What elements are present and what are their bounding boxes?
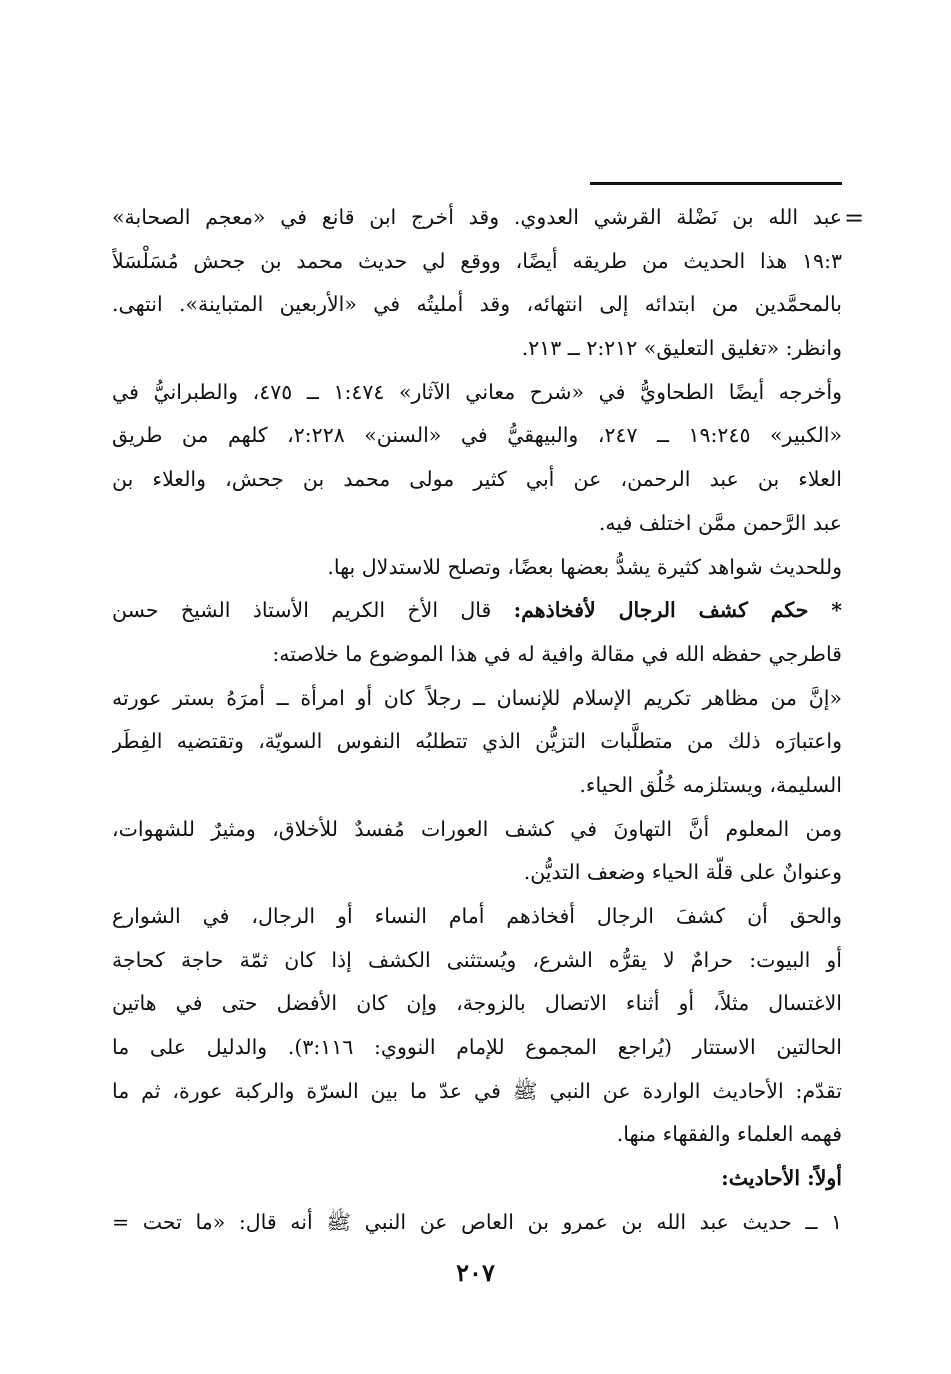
line-text: الحالتين الاستتار (يُراجع المجموع للإمام النووي: ٣:١١٦). والدليل على ما bbox=[112, 1035, 842, 1060]
text-line bbox=[112, 1070, 842, 1114]
text-line bbox=[112, 851, 842, 895]
text-line bbox=[112, 240, 842, 284]
text-line bbox=[112, 633, 842, 677]
line-text: وأخرجه أيضًا الطحاويُّ في «شرح معاني الآثار» ١:٤٧٤ ــ ٤٧٥، والطبرانيُّ في bbox=[112, 379, 842, 404]
footnote-body bbox=[112, 196, 842, 1245]
text-line bbox=[112, 939, 842, 983]
line-text: ١٩:٣ هذا الحديث من طريقه أيضًا، ووقع لي حديث محمد بن جحش مُسَلْسَلاً bbox=[112, 248, 842, 273]
line-text: فهمه العلماء والفقهاء منها. bbox=[616, 1122, 842, 1147]
line-text: تقدّم: الأحاديث الواردة عن النبي ﷺ في عدّ ما بين السرّة والركبة عورة، ثم ما bbox=[112, 1078, 842, 1103]
line-text: بالمحمَّدين من ابتدائه إلى انتهائه، وقد أمليتُه في «الأربعين المتباينة». انتهى. bbox=[112, 292, 842, 317]
line-text: وانظر: «تغليق التعليق» ٢:٢١٢ ــ ٢١٣. bbox=[521, 336, 842, 361]
line-text: أو البيوت: حرامٌ لا يقرُّه الشرع، ويُستثنى الكشف إذا كان ثمّة حاجة كحاجة bbox=[112, 947, 842, 972]
bold-heading: أولاً: الأحاديث: bbox=[721, 1166, 842, 1191]
line-text: وعنوانٌ على قلّة الحياء وضعف التديُّن. bbox=[523, 860, 842, 885]
line-text: «إنَّ من مظاهر تكريم الإسلام للإنسان ــ رجلاً كان أو امرأة ــ أمرَهُ بستر عورته bbox=[112, 685, 842, 710]
text-line bbox=[112, 414, 842, 458]
text-line bbox=[112, 458, 842, 502]
text-line bbox=[112, 895, 842, 939]
line-text: السليمة، ويستلزمه خُلُق الحياء. bbox=[579, 772, 842, 797]
text-line bbox=[112, 327, 842, 371]
line-text: واعتبارَه ذلك من متطلَّبات التزيُّن الذي تتطلبُه النفوس السويّة، وتقتضيه الفِطَر bbox=[112, 729, 842, 754]
line-text: قاطرجي حفظه الله في مقالة وافية له في هذا الموضوع ما خلاصته: bbox=[272, 641, 842, 666]
text-line bbox=[112, 1026, 842, 1070]
text-line bbox=[112, 283, 842, 327]
line-text: قال الأخ الكريم الأستاذ الشيخ حسن bbox=[112, 598, 514, 623]
line-text: «الكبير» ١٩:٢٤٥ ــ ٢٤٧، والبيهقيُّ في «السنن» ٢:٢٢٨، كلهم من طريق bbox=[112, 423, 842, 448]
text-line bbox=[112, 982, 842, 1026]
line-text: وللحديث شواهد كثيرة يشدُّ بعضها بعضًا، وتصلح للاستدلال بها. bbox=[327, 554, 842, 579]
footnote-separator-rule bbox=[590, 182, 842, 185]
line-text: عبد الرَّحمن ممَّن اختلف فيه. bbox=[598, 510, 842, 535]
line-text: الاغتسال مثلاً، أو أثناء الاتصال بالزوجة، وإن كان الأفضل حتى في هاتين bbox=[112, 991, 842, 1016]
text-line bbox=[112, 502, 842, 546]
text-line bbox=[112, 196, 842, 240]
line-text: ١ ــ حديث عبد الله بن عمرو بن العاص عن النبي ﷺ أنه قال: «ما تحت = bbox=[112, 1209, 842, 1234]
text-line bbox=[112, 808, 842, 852]
text-line bbox=[112, 1157, 842, 1201]
bold-heading: * حكم كشف الرجال لأفخاذهم: bbox=[513, 598, 842, 623]
text-line bbox=[112, 677, 842, 721]
text-line bbox=[112, 589, 842, 633]
text-line bbox=[112, 371, 842, 415]
text-line bbox=[112, 1201, 842, 1245]
text-line bbox=[112, 764, 842, 808]
line-text: عبد الله بن نَضْلة القرشي العدوي. وقد أخرج ابن قانع في «معجم الصحابة» bbox=[112, 205, 842, 229]
text-line bbox=[112, 1113, 842, 1157]
line-text: ومن المعلوم أنَّ التهاونَ في كشف العورات مُفسدٌ للأخلاق، ومثيرٌ للشهوات، bbox=[112, 816, 842, 841]
continuation-mark-top: = bbox=[844, 204, 865, 232]
text-line bbox=[112, 546, 842, 590]
line-text: والحق أن كشفَ الرجال أفخاذهم أمام النساء أو الرجال، في الشوارع bbox=[112, 904, 842, 928]
text-line bbox=[112, 720, 842, 764]
line-text: العلاء بن عبد الرحمن، عن أبي كثير مولى محمد بن جحش، والعلاء بن bbox=[112, 467, 842, 492]
page-number: ٢٠٧ bbox=[456, 1258, 495, 1287]
